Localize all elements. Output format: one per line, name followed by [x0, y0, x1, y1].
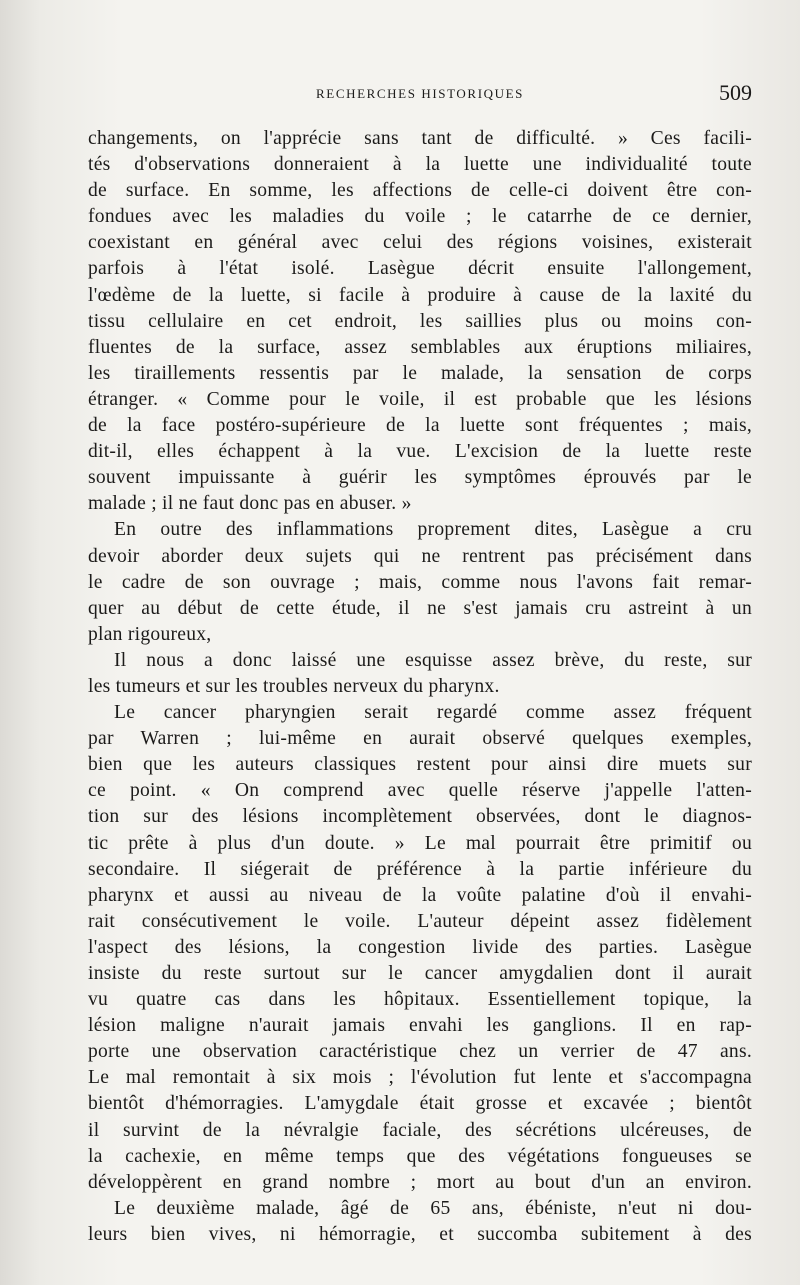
text-line: par Warren ; lui-même en aurait observé quelques exemples, [88, 728, 752, 750]
text-line: Le mal remontait à six mois ; l'évolution fut lente et s'accompagna [88, 1067, 752, 1089]
text-line: Il nous a donc laissé une esquisse assez brève, du reste, sur [114, 649, 752, 671]
text-line: les tiraillements ressentis par le malade, la sensation de corps [88, 362, 752, 384]
text-line: fondues avec les maladies du voile ; le catarrhe de ce dernier, [88, 206, 752, 228]
text-line: Le cancer pharyngien serait regardé comme assez fréquent [114, 702, 752, 724]
text-line: les tumeurs et sur les troubles nerveux du pharynx. [88, 675, 500, 697]
text-line: changements, on l'apprécie sans tant de difficulté. » Ces facili- [88, 128, 752, 149]
page-number: 509 [719, 80, 752, 105]
text-line: En outre des inflammations proprement dites, Lasègue a cru [114, 519, 752, 541]
text-line: Le deuxième malade, âgé de 65 ans, ébéniste, n'eut ni dou- [114, 1197, 752, 1219]
text-line: tion sur des lésions incomplètement observées, dont le diagnos- [88, 806, 752, 828]
text-line: ce point. « On comprend avec quelle réserve j'appelle l'atten- [88, 780, 752, 802]
text-line: de surface. En somme, les affections de celle-ci doivent être con- [88, 180, 752, 202]
text-line: tés d'observations donneraient à la luette une individualité toute [88, 154, 752, 176]
text-line: porte une observation caractéristique chez un verrier de 47 ans. [88, 1041, 752, 1063]
text-line: leurs bien vives, ni hémorragie, et succomba subitement à des [88, 1223, 752, 1245]
text-line: parfois à l'état isolé. Lasègue décrit ensuite l'allongement, [88, 258, 752, 280]
text-line: tissu cellulaire en cet endroit, les saillies plus ou moins con- [88, 310, 752, 332]
text-line: quer au début de cette étude, il ne s'est jamais cru astreint à un [88, 597, 752, 619]
text-line: étranger. « Comme pour le voile, il est probable que les lésions [88, 388, 752, 410]
text-line: fluentes de la surface, assez semblables aux éruptions miliaires, [88, 336, 752, 358]
text-line: pharynx et aussi au niveau de la voûte palatine d'où il envahi- [88, 884, 752, 906]
text-line: tic prête à plus d'un doute. » Le mal pourrait être primitif ou [88, 832, 752, 854]
text-line: de la face postéro-supérieure de la luette sont fréquentes ; mais, [88, 415, 752, 437]
text-line: l'œdème de la luette, si facile à produire à cause de la laxité du [88, 284, 752, 306]
text-line: lésion maligne n'aurait jamais envahi les ganglions. Il en rap- [88, 1015, 752, 1037]
text-line: rait consécutivement le voile. L'auteur dépeint assez fidèlement [88, 910, 752, 932]
text-line: plan rigoureux, [88, 623, 212, 645]
text-line: insiste du reste surtout sur le cancer amygdalien dont il aurait [88, 963, 752, 984]
text-line: malade ; il ne faut donc pas en abuser. » [88, 493, 412, 515]
body-text [88, 126, 752, 1248]
text-line: dit-il, elles échappent à la vue. L'excision de la luette reste [88, 441, 752, 463]
text-line: développèrent en grand nombre ; mort au bout d'un an environ. [88, 1171, 752, 1193]
text-line: la cachexie, en même temps que des végétations fongueuses se [88, 1145, 752, 1167]
text-line: souvent impuissante à guérir les symptômes éprouvés par le [88, 467, 752, 489]
text-line: coexistant en général avec celui des régions voisines, existerait [88, 232, 752, 254]
text-line: le cadre de son ouvrage ; mais, comme nous l'avons fait remar- [88, 571, 752, 593]
text-line: l'aspect des lésions, la congestion livide des parties. Lasègue [88, 936, 752, 958]
text-line: vu quatre cas dans les hôpitaux. Essentiellement topique, la [88, 989, 752, 1011]
text-line: bientôt d'hémorragies. L'amygdale était grosse et excavée ; bientôt [88, 1093, 752, 1115]
text-line: il survint de la névralgie faciale, des sécrétions ulcéreuses, de [88, 1119, 752, 1141]
text-line: devoir aborder deux sujets qui ne rentrent pas précisément dans [88, 545, 752, 567]
text-line: secondaire. Il siégerait de préférence à la partie inférieure du [88, 858, 752, 880]
text-line: bien que les auteurs classiques restent pour ainsi dire muets sur [88, 754, 752, 776]
running-head: RECHERCHES HISTORIQUES [316, 86, 524, 101]
page-header [88, 80, 752, 110]
